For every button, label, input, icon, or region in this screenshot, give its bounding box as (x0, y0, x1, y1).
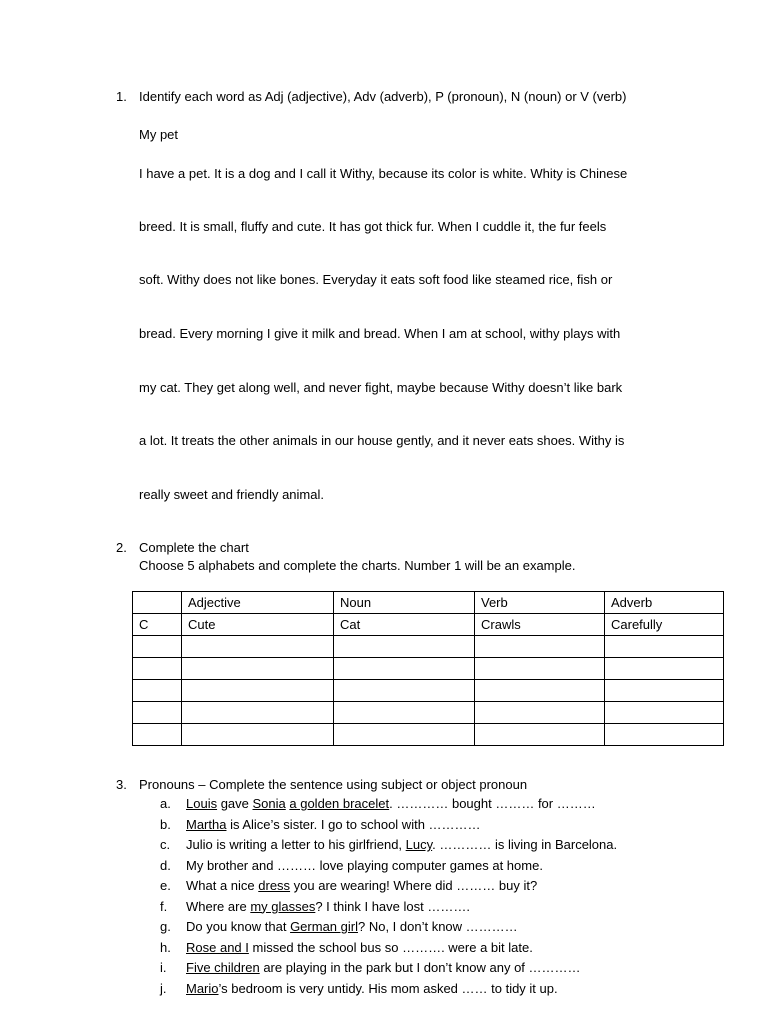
passage-line: soft. Withy does not like bones. Everyday it eats soft food like steamed rice, fish or (139, 272, 613, 287)
sentence-text: Where are (186, 898, 251, 914)
sentence-text: is Alice’s sister. I go to school with ………… (226, 816, 481, 832)
table-row (133, 702, 724, 724)
item-sentence (186, 815, 481, 836)
table-answer-cell[interactable] (475, 658, 605, 680)
table-answer-cell[interactable] (133, 680, 182, 702)
table-answer-cell[interactable] (605, 724, 724, 746)
table-answer-cell[interactable] (475, 702, 605, 724)
table-answer-cell[interactable] (334, 724, 475, 746)
table-answer-cell[interactable] (182, 724, 334, 746)
item-sentence (186, 979, 558, 1000)
passage-line: my cat. They get along well, and never fight, maybe because Withy doesn’t like bark (139, 380, 623, 395)
table-cell: C (133, 614, 182, 636)
question-title: Pronouns – Complete the sentence using subject or object pronoun (139, 777, 528, 792)
underlined-word: Louis (186, 796, 218, 811)
underlined-word: a golden bracelet (289, 796, 390, 811)
underlined-word: Martha (186, 816, 227, 832)
question-title: Complete the chart (139, 540, 249, 555)
item-letter: f. (160, 898, 168, 914)
underlined-word: dress (258, 878, 291, 893)
item-sentence (186, 917, 518, 938)
sentence-text: you are wearing! Where did ……… buy it? (290, 878, 538, 893)
item-letter: i. (160, 960, 167, 975)
question-instruction: Choose 5 alphabets and complete the charts. Number 1 will be an example. (139, 558, 576, 573)
table-cell: Cute (182, 614, 334, 636)
table-answer-cell[interactable] (334, 636, 475, 658)
question-number: 3. (116, 777, 127, 792)
item-sentence (186, 958, 581, 979)
table-answer-cell[interactable] (133, 658, 182, 680)
sentence-text: ? No, I don’t know ………… (357, 919, 518, 934)
table-answer-cell[interactable] (182, 658, 334, 680)
item-letter: h. (160, 939, 171, 955)
passage-line: breed. It is small, fluffy and cute. It has got thick fur. When I cuddle it, the fur feels (139, 219, 607, 234)
table-row (133, 614, 724, 636)
item-sentence (186, 794, 596, 815)
table-header-cell: Adjective (182, 592, 334, 614)
item-letter: a. (160, 796, 171, 811)
sentence-text: gave (217, 796, 253, 811)
sentence-text: What a nice (186, 878, 259, 893)
table-answer-cell[interactable] (605, 658, 724, 680)
sentence-text: . ………… is living in Barcelona. (432, 837, 618, 852)
sentence-text: ’s bedroom is very untidy. His mom asked …… to tidy it up. (218, 980, 558, 996)
question-number: 1. (116, 89, 127, 104)
item-sentence (186, 856, 543, 877)
table-answer-cell[interactable] (182, 636, 334, 658)
sentence-text: are playing in the park but I don’t know any of ………… (259, 960, 581, 975)
table-cell: Crawls (475, 614, 605, 636)
table-answer-cell[interactable] (133, 636, 182, 658)
passage-line: bread. Every morning I give it milk and bread. When I am at school, withy plays with (139, 326, 621, 341)
table-answer-cell[interactable] (475, 680, 605, 702)
table-answer-cell[interactable] (475, 636, 605, 658)
table-cell: Carefully (605, 614, 724, 636)
item-letter: d. (160, 857, 171, 873)
sentence-text: missed the school bus so ………. were a bit late. (248, 939, 533, 955)
table-cell: Cat (334, 614, 475, 636)
sentence-text: Julio is writing a letter to his girlfriend, (186, 837, 406, 852)
table-header-cell: Noun (334, 592, 475, 614)
item-letter: e. (160, 878, 171, 893)
table-answer-cell[interactable] (334, 680, 475, 702)
item-letter: b. (160, 816, 171, 832)
item-sentence (186, 835, 617, 856)
underlined-word: Lucy (405, 837, 433, 852)
passage-line: a lot. It treats the other animals in our house gently, and it never eats shoes. Withy is (139, 433, 625, 448)
table-answer-cell[interactable] (334, 702, 475, 724)
underlined-word: German girl (290, 919, 358, 934)
passage-line: I have a pet. It is a dog and I call it Withy, because its color is white. Whity is Chinese (139, 166, 628, 181)
table-row (133, 636, 724, 658)
question-instruction: Identify each word as Adj (adjective), Adv (adverb), P (pronoun), N (noun) or V (verb) (139, 89, 627, 104)
table-row (133, 724, 724, 746)
table-answer-cell[interactable] (133, 702, 182, 724)
table-answer-cell[interactable] (605, 702, 724, 724)
item-sentence (186, 938, 533, 959)
sentence-text: Do you know that (186, 919, 291, 934)
item-letter: g. (160, 919, 171, 934)
underlined-word: Mario (186, 980, 219, 996)
table-header-row (133, 592, 724, 614)
table-answer-cell[interactable] (182, 680, 334, 702)
sentence-text: ? I think I have lost ………. (315, 898, 470, 914)
table-answer-cell[interactable] (605, 636, 724, 658)
table-row (133, 658, 724, 680)
underlined-word: Sonia (252, 796, 286, 811)
table-header-cell (133, 592, 182, 614)
table-header-cell: Verb (475, 592, 605, 614)
table-answer-cell[interactable] (605, 680, 724, 702)
question-number: 2. (116, 540, 127, 555)
item-sentence (186, 897, 470, 918)
passage-line: really sweet and friendly animal. (139, 487, 324, 502)
item-letter: j. (160, 980, 167, 996)
sentence-text: My brother and ……… love playing computer games at home. (186, 857, 543, 873)
passage-title: My pet (139, 127, 179, 142)
table-header-cell: Adverb (605, 592, 724, 614)
table-answer-cell[interactable] (182, 702, 334, 724)
underlined-word: Rose and I (186, 939, 249, 955)
item-sentence (186, 876, 537, 897)
item-letter: c. (160, 837, 171, 852)
table-answer-cell[interactable] (133, 724, 182, 746)
table-row (133, 680, 724, 702)
word-chart-table (132, 591, 724, 746)
table-answer-cell[interactable] (475, 724, 605, 746)
sentence-text: . ………… bought ……… for ……… (389, 796, 596, 811)
underlined-word: Five children (186, 960, 260, 975)
underlined-word: my glasses (250, 898, 316, 914)
table-answer-cell[interactable] (334, 658, 475, 680)
